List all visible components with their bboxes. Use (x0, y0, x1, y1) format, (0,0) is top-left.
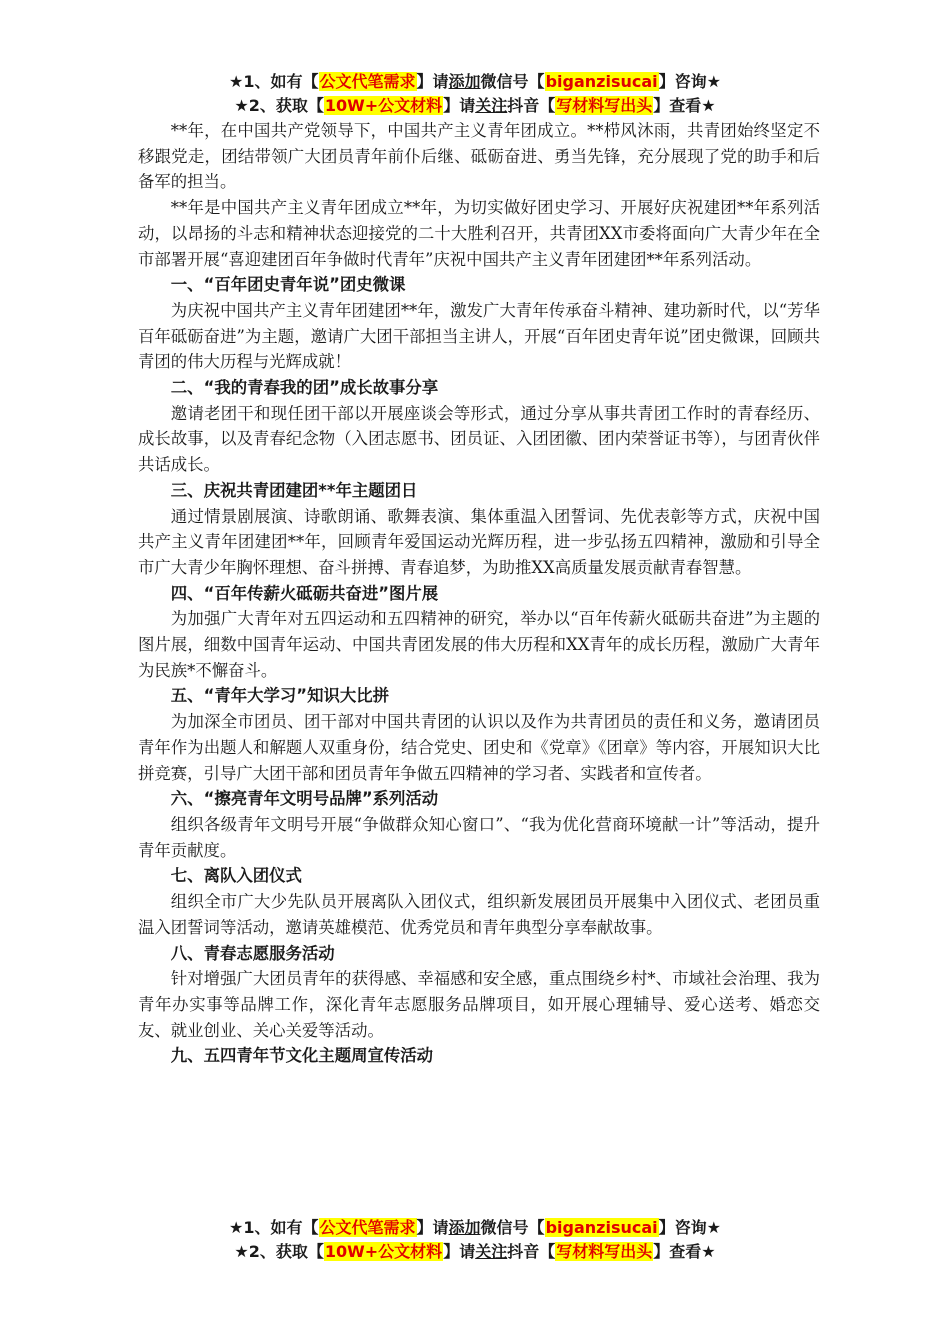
section-paragraph: 为加强广大青年对五四运动和五四精神的研究，举办以“百年传薪火砥砺共奋进”为主题的图片展，细数中国青年运动、中国共青团发展的伟大历程和XX青年的成长历程，激励广大青年为民族*不懈奋斗。 (138, 609, 820, 680)
section-paragraph: 邀请老团干和现任团干部以开展座谈会等形式，通过分享从事共青团工作时的青春经历、成长故事，以及青春纪念物（入团志愿书、团员证、入团团徽、团内荣誉证书等），与团青伙伴共话成长。 (138, 403, 820, 475)
section-paragraph: 通过情景剧展演、诗歌朗诵、歌舞表演、集体重温入团誓词、先优表彰等方式，庆祝中国共产主义青年团建团**年，回顾青年爱国运动光辉历程，进一步弘扬五四精神，激励和引导全市广大青少年胸怀理想、奋斗拼搏、青春追梦，为助推XX高质量发展贡献青春智慧。 (138, 506, 820, 577)
highlight-wechat-id: biganzisucai (545, 72, 658, 91)
banner-text: ★1、如有【 (229, 1218, 319, 1237)
underlined-add: 添加 (448, 72, 481, 91)
section-heading: 六、“擦亮青年文明号品牌”系列活动 (170, 789, 439, 809)
section-heading: 九、五四青年节文化主题周宣传活动 (170, 1046, 434, 1066)
bottom-banner (0, 1216, 950, 1264)
banner-text: 】咨询★ (658, 72, 721, 91)
banner-line-1 (0, 1216, 950, 1240)
banner-text: ★1、如有【 (229, 72, 319, 91)
underlined-follow: 关注 (475, 1242, 508, 1261)
intro-paragraph: **年，在中国共产党领导下，中国共产主义青年团成立。**栉风沐雨，共青团始终坚定不移跟党走，团结带领广大团员青年前仆后继、砥砺奋进、勇当先锋，充分展现了党的助手和后备军的担当。 (138, 121, 820, 192)
banner-text: 】查看★ (653, 96, 716, 115)
section-heading: 二、“我的青春我的团”成长故事分享 (170, 378, 439, 398)
banner-text: 】查看★ (653, 1242, 716, 1261)
section-heading: 四、“百年传薪火砥砺共奋进”图片展 (170, 583, 439, 603)
underlined-add: 添加 (448, 1218, 481, 1237)
highlight-douyin-account: 写材料写出头 (556, 1242, 653, 1261)
section-paragraph: 组织全市广大少先队员开展离队入团仪式，组织新发展团员开展集中入团仪式、老团员重温入团誓词等活动，邀请英雄模范、优秀党员和青年典型分享奉献故事。 (138, 892, 820, 937)
section-heading: 三、庆祝共青团建团**年主题团日 (170, 480, 418, 500)
section-heading: 七、离队入团仪式 (170, 866, 302, 886)
section-paragraph: 针对增强广大团员青年的获得感、幸福感和安全感，重点围绕乡村*、市域社会治理、我为青年办实事等品牌工作，深化青年志愿服务品牌项目，如开展心理辅导、爱心送考、婚恋交友、就业创业、关心关爱等活动。 (138, 969, 820, 1040)
document-body (138, 118, 820, 1069)
section-paragraph: 组织各级青年文明号开展“争做群众知心窗口”、“我为优化营商环境献一计”等活动，提升青年贡献度。 (138, 814, 820, 860)
section-heading: 五、“青年大学习”知识大比拼 (170, 686, 390, 706)
section-paragraph: 为加深全市团员、团干部对中国共青团的认识以及作为共青团员的责任和义务，邀请团员青年作为出题人和解题人双重身份，结合党史、团史和《党章》《团章》等内容，开展知识大比拼竞赛，引导广大团干部和团员青年争做五四精神的学习者、实践者和宣传者。 (138, 712, 820, 783)
banner-text: ★2、获取【 (234, 1242, 324, 1261)
banner-text: 微信号【 (480, 72, 545, 91)
underlined-follow: 关注 (475, 96, 508, 115)
highlight-ghostwriting: 公文代笔需求 (319, 72, 416, 91)
banner-text: 抖音【 (507, 96, 556, 115)
section-heading: 八、青春志愿服务活动 (170, 943, 335, 963)
highlight-ghostwriting: 公文代笔需求 (319, 1218, 416, 1237)
highlight-materials: 10W+公文材料 (324, 96, 443, 115)
highlight-douyin-account: 写材料写出头 (556, 96, 653, 115)
banner-text: 抖音【 (507, 1242, 556, 1261)
section-heading: 一、“百年团史青年说”团史微课 (170, 275, 406, 295)
banner-text: ★2、获取【 (234, 96, 324, 115)
intro-paragraph: **年是中国共产主义青年团成立**年，为切实做好团史学习、开展好庆祝建团**年系列活动，以昂扬的斗志和精神状态迎接党的二十大胜利召开，共青团XX市委将面向广大青少年在全市部署开展“喜迎建团百年争做时代青年”庆祝中国共产主义青年团建团**年系列活动。 (138, 198, 820, 269)
banner-line-1 (0, 70, 950, 94)
banner-text: 】请 (416, 72, 449, 91)
banner-line-2 (0, 94, 950, 118)
banner-line-2 (0, 1240, 950, 1264)
banner-text: 】请 (443, 96, 476, 115)
highlight-materials: 10W+公文材料 (324, 1242, 443, 1261)
banner-text: 】请 (443, 1242, 476, 1261)
banner-text: 】咨询★ (658, 1218, 721, 1237)
section-paragraph: 为庆祝中国共产主义青年团建团**年，激发广大青年传承奋斗精神、建功新时代，以“芳华百年砥砺奋进”为主题，邀请广大团干部担当主讲人，开展“百年团史青年说”团史微课，回顾共青团的伟大历程与光辉成就！ (138, 300, 820, 372)
highlight-wechat-id: biganzisucai (545, 1218, 658, 1237)
top-banner (0, 70, 950, 118)
banner-text: 】请 (416, 1218, 449, 1237)
banner-text: 微信号【 (480, 1218, 545, 1237)
